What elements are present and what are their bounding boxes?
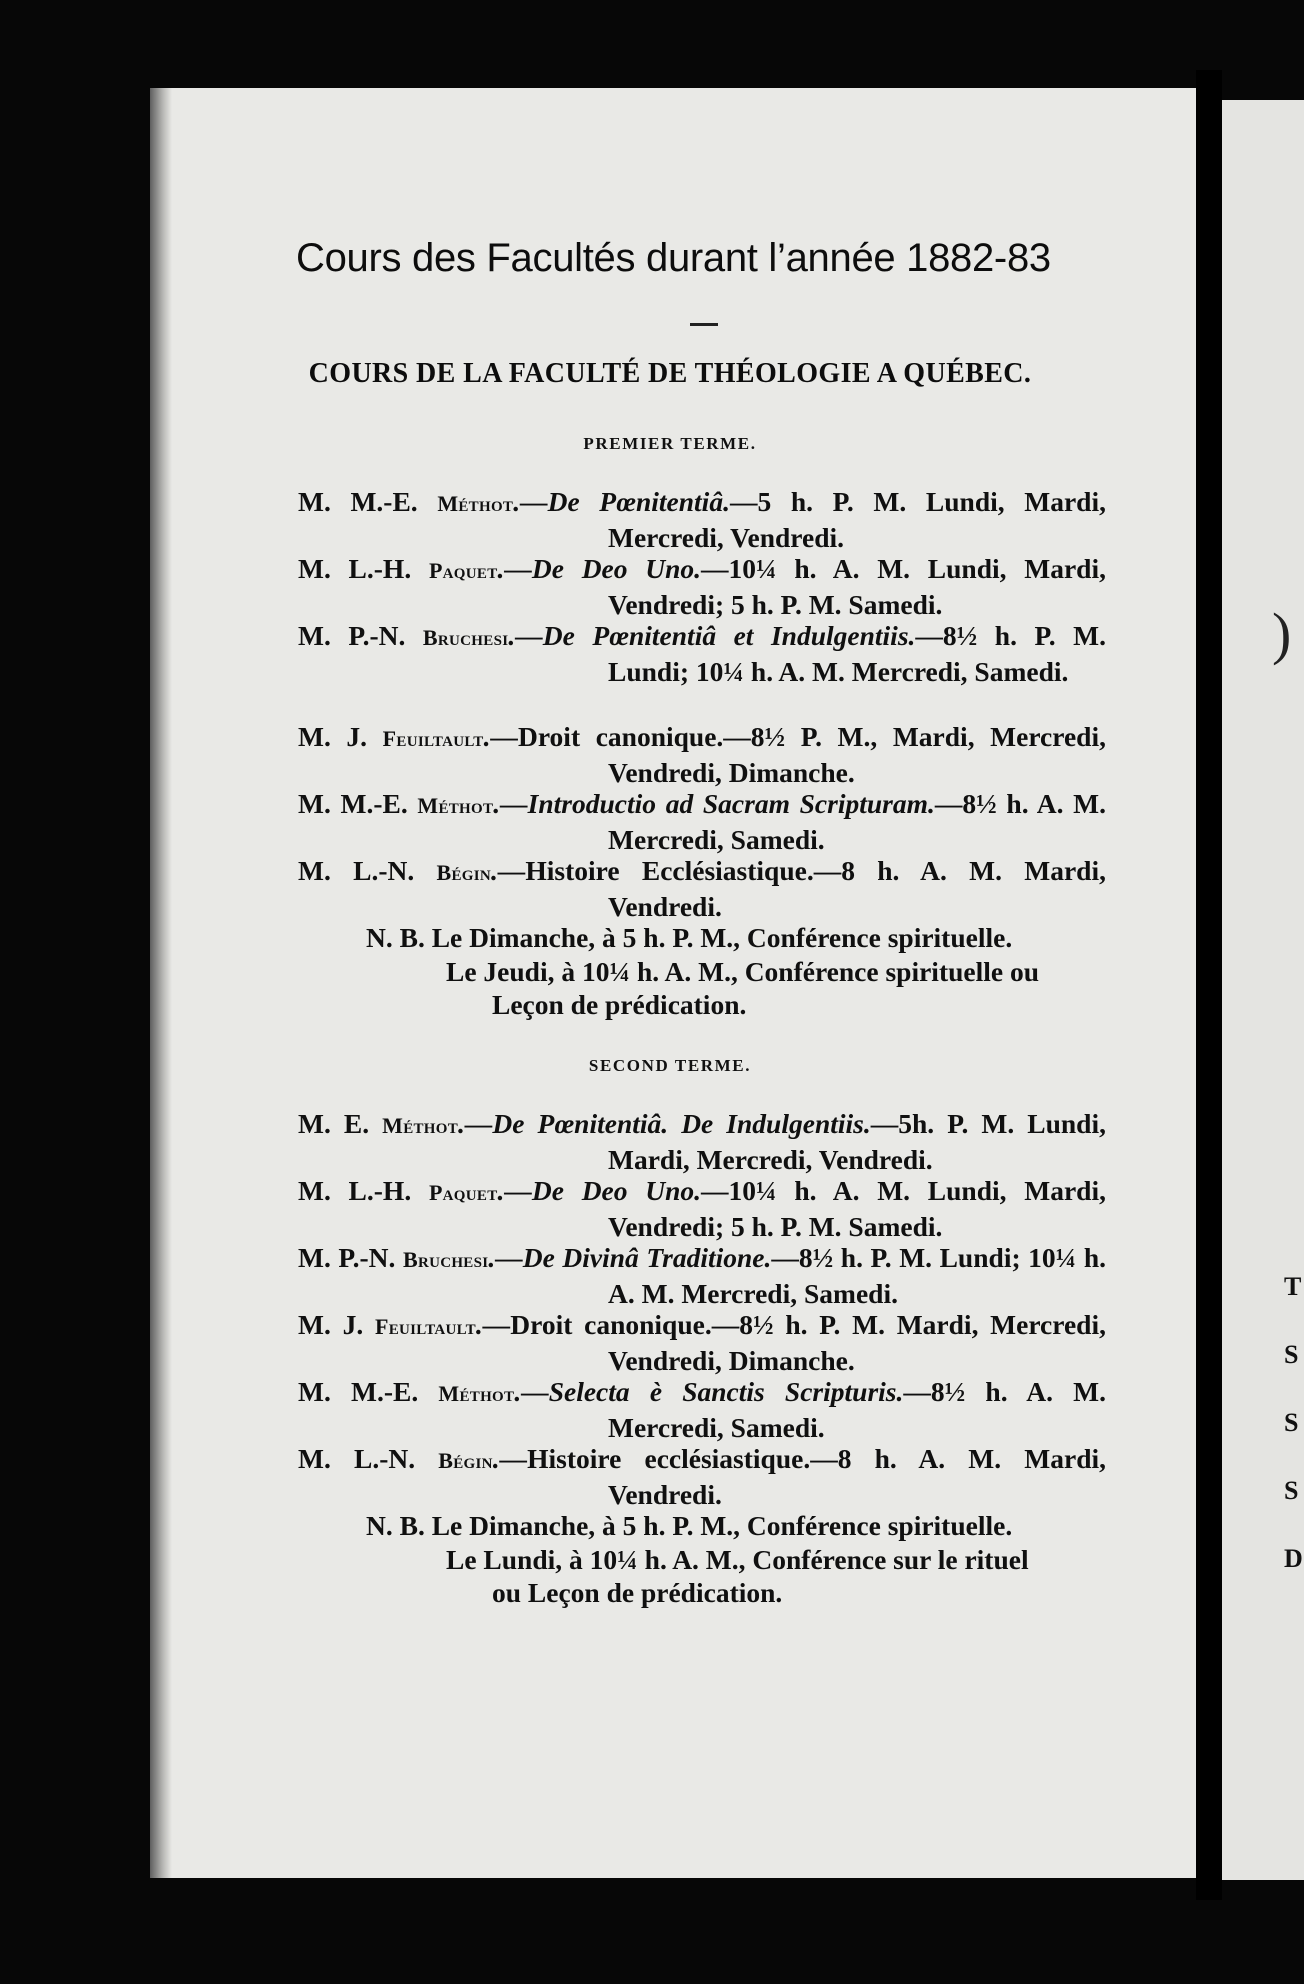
professor-name: Bruchesi: [402, 1247, 489, 1272]
term-title-premier: PREMIER TERME.: [583, 434, 757, 453]
professor-name: Bruchesi: [422, 625, 509, 650]
course-entry: [298, 787, 1106, 856]
course-schedule: Histoire ecclésiastique.—8 h. A. M. Mardi, Vendredi.: [527, 1443, 1107, 1510]
course-prefix: M. E.: [298, 1108, 383, 1139]
professor-name: Bégin: [436, 860, 492, 885]
course-entry: [298, 1375, 1106, 1444]
note-line: N. B. Le Dimanche, à 5 h. P. M., Conférence spirituelle.: [366, 922, 1013, 953]
adjacent-page-glyph: S: [1284, 1408, 1299, 1437]
course-entry: [298, 552, 1106, 621]
course-prefix: M. J.: [298, 1309, 375, 1340]
course-schedule: —5 h. P. M. Lundi, Mardi, Mercredi, Vendredi.: [608, 486, 1106, 553]
course-prefix: M. P.-N.: [298, 620, 423, 651]
course-subject: .—De Pœnitentiâ et Indulgentiis.: [508, 620, 916, 651]
course-prefix: M. L.-H.: [298, 553, 429, 584]
professor-name: Paquet: [428, 1180, 498, 1205]
course-subject: .—: [475, 1309, 511, 1340]
faculty-title: COURS DE LA FACULTÉ DE THÉOLOGIE A QUÉBEC.: [308, 358, 1032, 389]
professor-name: Feuiltault: [382, 726, 484, 751]
course-entry: [298, 1107, 1106, 1176]
course-schedule: —8½ h. P. M. Lundi; 10¼ h. A. M. Mercredi, Samedi.: [608, 620, 1106, 687]
course-schedule: Histoire Ecclésiastique.—8 h. A. M. Mardi, Vendredi.: [525, 855, 1106, 922]
adjacent-page-glyph: S: [1284, 1340, 1299, 1369]
course-subject: .—: [483, 721, 518, 752]
course-subject: .—Selecta è Sanctis Scripturis.: [514, 1376, 904, 1407]
professor-name: Méthot: [382, 1113, 459, 1138]
course-prefix: M. L.-H.: [298, 1175, 429, 1206]
course-entry: [298, 1174, 1106, 1243]
book-gutter: [1196, 70, 1222, 1900]
course-prefix: M. P.-N.: [298, 1242, 403, 1273]
course-prefix: M. L.-N.: [298, 855, 437, 886]
course-prefix: M. M.-E.: [298, 486, 438, 517]
course-entry: [298, 1442, 1106, 1511]
term-note: [366, 1509, 1106, 1610]
professor-name: Méthot: [437, 491, 514, 516]
course-schedule: —10¼ h. A. M. Lundi, Mardi, Vendredi; 5 h. P. M. Samedi.: [608, 553, 1106, 620]
note-line: Le Lundi, à 10¼ h. A. M., Conférence sur le rituel: [446, 1543, 1029, 1575]
professor-name: Paquet: [428, 558, 498, 583]
note-line: N. B. Le Dimanche, à 5 h. P. M., Conférence spirituelle.: [366, 1510, 1013, 1541]
course-entry: [298, 1308, 1106, 1377]
adjacent-page-glyph: D: [1284, 1544, 1303, 1573]
term-note: [366, 921, 1106, 1022]
page-heading: Cours des Facultés durant l’année 1882-83: [296, 236, 1051, 280]
term-title-second: SECOND TERME.: [588, 1056, 752, 1075]
course-subject: .—: [492, 1443, 528, 1474]
course-entry: [298, 485, 1106, 554]
course-subject: .—Introductio ad Sacram Scripturam.: [493, 788, 935, 819]
course-entry: [298, 854, 1106, 923]
course-entry: [298, 1241, 1106, 1310]
course-schedule: —8½ h. A. M. Mercredi, Samedi.: [608, 1376, 1107, 1443]
course-schedule: —8½ h. A. M. Mercredi, Samedi.: [608, 788, 1106, 855]
course-prefix: M. M.-E.: [298, 788, 418, 819]
course-subject: .—: [491, 855, 526, 886]
course-schedule: —10¼ h. A. M. Lundi, Mardi, Vendredi; 5 h. P. M. Samedi.: [608, 1175, 1106, 1242]
professor-name: Méthot: [438, 1381, 515, 1406]
note-line: ou Leçon de prédication.: [492, 1577, 783, 1608]
course-prefix: M. M.-E.: [298, 1376, 439, 1407]
note-line: Leçon de prédication.: [492, 989, 747, 1020]
professor-name: Bégin: [438, 1448, 493, 1473]
adjacent-page-fragment: [1222, 100, 1304, 1880]
professor-name: Feuiltault: [374, 1314, 476, 1339]
course-schedule: —5h. P. M. Lundi, Mardi, Mercredi, Vendredi.: [608, 1108, 1106, 1175]
course-prefix: M. L.-N.: [298, 1443, 439, 1474]
course-prefix: M. J.: [298, 721, 383, 752]
course-schedule: —8½ h. P. M. Lundi; 10¼ h. A. M. Mercredi, Samedi.: [608, 1242, 1107, 1309]
course-subject: .—De Deo Uno.: [497, 553, 702, 584]
course-subject: .—De Divinâ Traditione.: [488, 1242, 772, 1273]
course-entry: [298, 619, 1106, 688]
separator-dash: [690, 323, 718, 326]
adjacent-page-glyph: T: [1284, 1272, 1302, 1301]
course-subject: .—De Pœnitentiâ.: [513, 486, 730, 517]
course-subject: .—De Pœnitentiâ. De Indulgentiis.: [458, 1108, 871, 1139]
adjacent-page-glyph: ): [1272, 601, 1292, 666]
professor-name: Méthot: [417, 793, 494, 818]
course-entry: [298, 720, 1106, 789]
page-binding-edge: [150, 88, 172, 1878]
course-subject: .—De Deo Uno.: [497, 1175, 702, 1206]
course-schedule: Droit canonique.—8½ P. M., Mardi, Mercredi, Vendredi, Dimanche.: [517, 721, 1106, 788]
adjacent-page-glyph: S: [1284, 1476, 1299, 1505]
note-line: Le Jeudi, à 10¼ h. A. M., Conférence spirituelle ou: [446, 955, 1040, 987]
course-schedule: Droit canonique.—8½ h. P. M. Mardi, Mercredi, Vendredi, Dimanche.: [510, 1309, 1106, 1376]
